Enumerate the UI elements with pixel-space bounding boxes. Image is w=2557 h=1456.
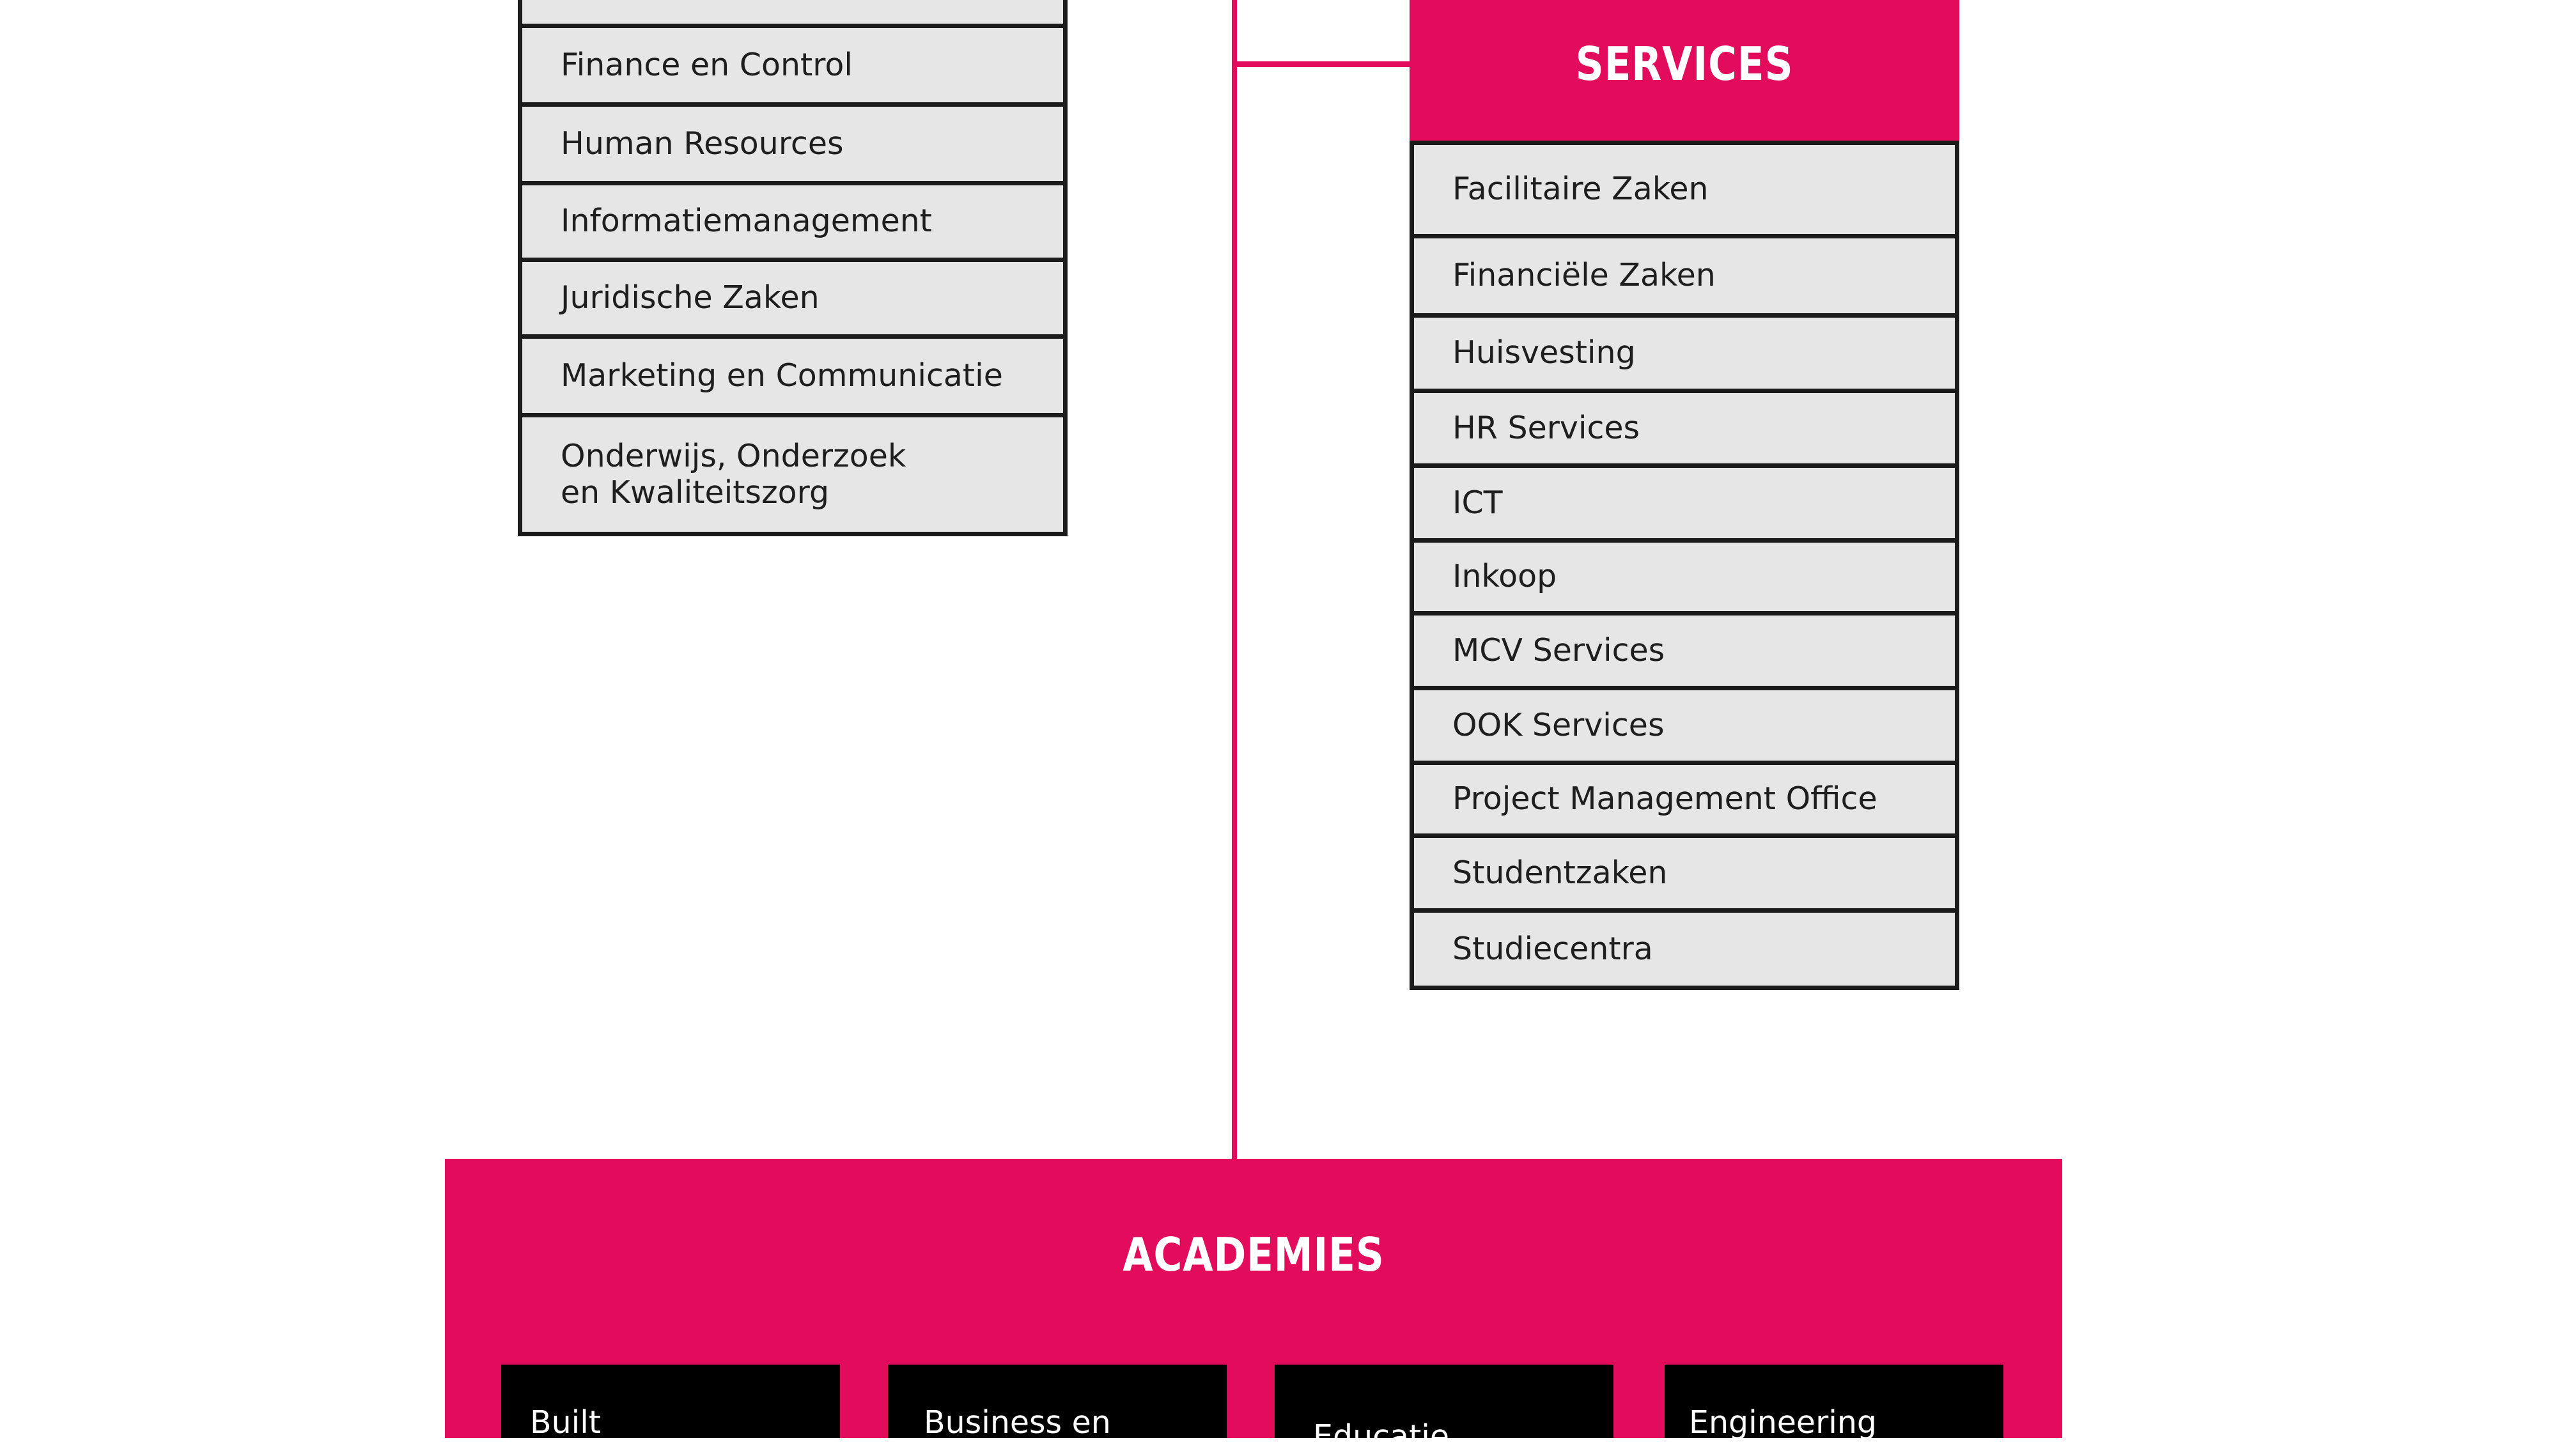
services-header — [1410, 0, 1959, 141]
staff-item-hr: Human Resources — [518, 102, 1068, 185]
academy-educatie: Educatie — [1275, 1365, 1613, 1438]
academy-built: Built — [501, 1365, 840, 1438]
academy-business: Business en — [888, 1365, 1227, 1438]
staff-item-informatiemanagement: Informatiemanagement — [518, 181, 1068, 262]
academy-engineering: Engineering — [1665, 1365, 2003, 1438]
staff-item-onderwijs: Onderwijs, Onderzoek en Kwaliteitszorg — [518, 413, 1068, 536]
services-item-ook: OOK Services — [1410, 686, 1959, 765]
services-item-pmo: Project Management Office — [1410, 761, 1959, 838]
services-item-mcv: MCV Services — [1410, 611, 1959, 690]
services-item-ict: ICT — [1410, 463, 1959, 543]
services-item-hr-services: HR Services — [1410, 389, 1959, 468]
staff-item-juridisch: Juridische Zaken — [518, 258, 1068, 339]
staff-item-marketing: Marketing en Communicatie — [518, 334, 1068, 417]
services-item-inkoop: Inkoop — [1410, 538, 1959, 616]
services-title: SERVICES — [1575, 37, 1794, 91]
services-item-huisvesting: Huisvesting — [1410, 313, 1959, 393]
academies-title: ACADEMIES — [1123, 1228, 1385, 1282]
connector-to-services — [1232, 61, 1417, 67]
services-item-financiele: Financiële Zaken — [1410, 234, 1959, 318]
services-item-studentzaken: Studentzaken — [1410, 833, 1959, 913]
staff-item-finance: Finance en Control — [518, 24, 1068, 107]
connector-vertical — [1232, 0, 1237, 1163]
services-item-facilitaire: Facilitaire Zaken — [1410, 141, 1959, 238]
services-item-studiecentra: Studiecentra — [1410, 908, 1959, 990]
